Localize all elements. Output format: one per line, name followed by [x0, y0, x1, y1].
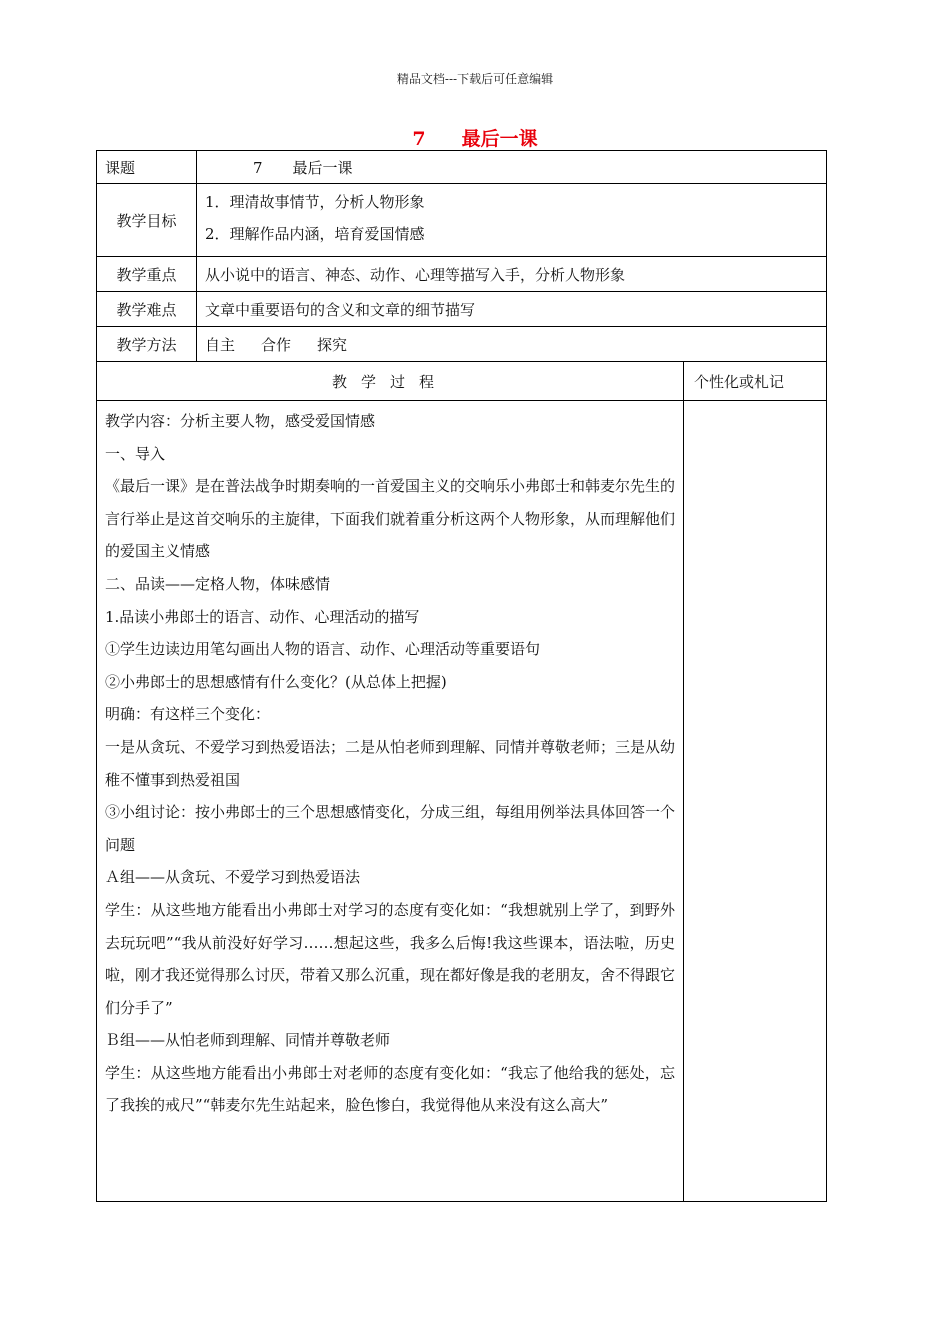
lesson-plan-table: [96, 150, 827, 1202]
body-paragraph: 教学内容：分析主要人物，感受爱国情感: [105, 412, 376, 430]
body-paragraph: 学生：从这些地方能看出小弗郎士对学习的态度有变化如：“我想就别上学了，到野外去玩玩吧”“我从前没好好学习……想起这些，我多么后悔!我这些课本，语法啦，历史啦，刚才我还觉得那么讨厌，带着又那么沉重，现在都好像是我的老朋友，舍不得跟它们分手了”: [105, 900, 676, 1017]
body-paragraph: 1.品读小弗郎士的语言、动作、心理活动的描写: [105, 607, 420, 626]
goals-label: 教学目标: [97, 184, 197, 257]
body-paragraph: 明确：有这样三个变化：: [105, 705, 271, 724]
process-header: 教学过程: [97, 362, 684, 401]
goals-row: [97, 184, 827, 257]
body-paragraph: ①学生边读边用笔勾画出人物的语言、动作、心理活动等重要语句: [105, 640, 541, 659]
topic-value: [197, 151, 827, 184]
key-points-label: 教学重点: [97, 257, 197, 292]
key-points-row: [97, 257, 827, 292]
body-paragraph: Ａ组——从贪玩、不爱学习到热爱语法: [105, 868, 361, 887]
key-points-value: 从小说中的语言、神态、动作、心理等描写入手，分析人物形象: [197, 257, 827, 292]
notes-body: [684, 401, 827, 1202]
body-paragraph: 一、导入: [105, 444, 166, 463]
process-body: [97, 401, 684, 1202]
goals-value: [197, 184, 827, 257]
body-paragraph: ②小弗郎士的思想感情有什么变化？(从总体上把握): [105, 672, 447, 691]
method-item: 自主: [205, 335, 236, 354]
methods-row: [97, 327, 827, 362]
body-paragraph: 一是从贪玩、不爱学习到热爱语法；二是从怕老师到理解、同情并尊敬老师；三是从幼稚不懂事到热爱祖国: [105, 737, 676, 789]
methods-value: [197, 327, 827, 362]
difficulties-value: 文章中重要语句的含义和文章的细节描写: [197, 292, 827, 327]
method-item: 探究: [317, 335, 348, 354]
goal-item: 1．理清故事情节，分析人物形象: [205, 193, 425, 211]
body-paragraph: 《最后一课》是在普法战争时期奏响的一首爱国主义的交响乐小弗郎士和韩麦尔先生的言行举止是这首交响乐的主旋律，下面我们就着重分析这两个人物形象，从而理解他们的爱国主义情感: [105, 477, 676, 561]
methods-label: 教学方法: [97, 327, 197, 362]
process-header-row: [97, 362, 827, 401]
notes-header: 个性化或札记: [684, 362, 827, 401]
title-number: 7: [412, 128, 426, 150]
method-item: 合作: [261, 335, 292, 354]
title-text: 最后一课: [461, 128, 538, 150]
body-paragraph: Ｂ组——从怕老师到理解、同情并尊敬老师: [105, 1031, 391, 1050]
body-paragraph: 学生：从这些地方能看出小弗郎士对老师的态度有变化如：“我忘了他给我的惩处，忘了我挨的戒尺”“韩麦尔先生站起来，脸色惨白，我觉得他从来没有这么高大”: [105, 1063, 675, 1115]
process-body-row: [97, 401, 827, 1202]
goal-item: 2．理解作品内涵，培育爱国情感: [205, 225, 425, 243]
header-note: 精品文档---下载后可任意编辑: [396, 72, 554, 86]
topic-label: 课题: [97, 151, 197, 184]
topic-text: 最后一课: [292, 158, 353, 177]
body-paragraph: ③小组讨论：按小弗郎士的三个思想感情变化，分成三组，每组用例举法具体回答一个问题: [105, 803, 676, 854]
topic-row: [97, 151, 827, 184]
document-title: [0, 124, 950, 151]
difficulties-row: [97, 292, 827, 327]
difficulties-label: 教学难点: [97, 292, 197, 327]
body-paragraph: 二、品读——定格人物，体味感情: [105, 574, 331, 593]
topic-number: 7: [253, 158, 263, 177]
